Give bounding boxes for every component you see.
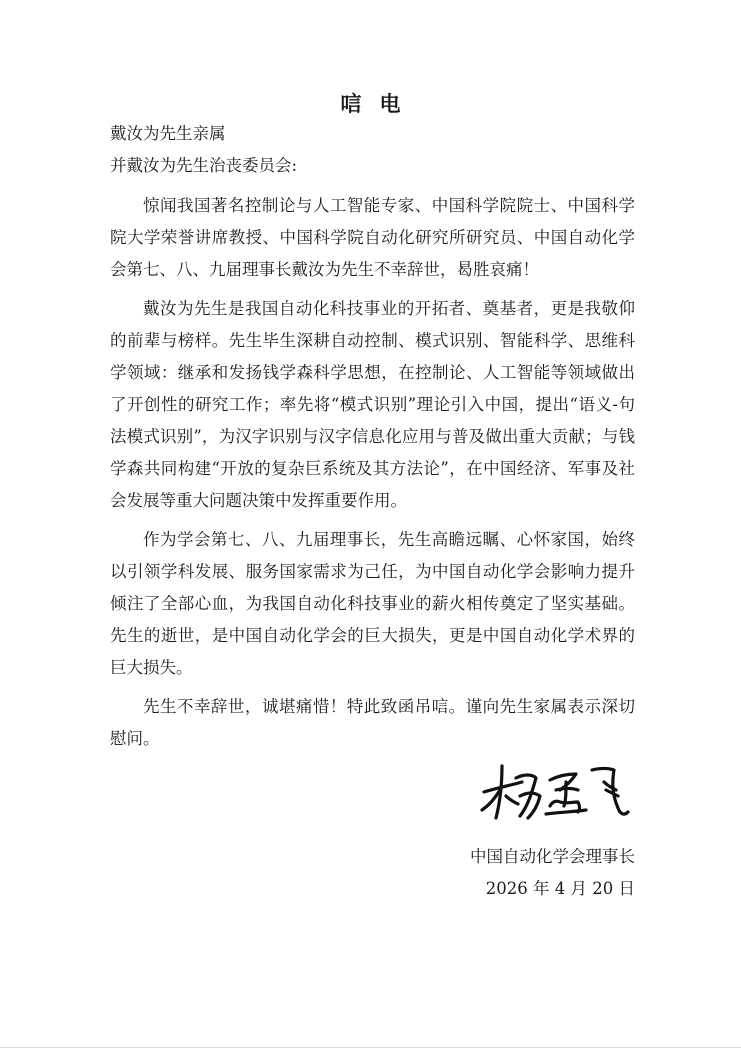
letter-body <box>110 190 635 755</box>
paragraph-closing: 先生不幸辞世，诚堪痛惜！特此致函吊唁。谨向先生家属表示深切慰问。 <box>110 697 635 748</box>
paragraph-leadership: 作为学会第七、八、九届理事长，先生高瞻远瞩、心怀家国，始终以引领学科发展、服务国家需求为己任，为中国自动化学会影响力提升倾注了全部心血，为我国自动化科技事业的薪火相传奠定了坚实基础。先生的逝世，是中国自动化学会的巨大损失，更是中国自动化学术界的巨大损失。 <box>110 530 635 677</box>
addressee-committee: 并戴汝为先生治丧委员会: <box>110 156 298 175</box>
handwritten-signature <box>476 752 636 832</box>
addressee-family: 戴汝为先生亲属 <box>110 124 226 143</box>
signatory-title: 中国自动化学会理事长 <box>470 847 635 866</box>
letter-date: 2026 年 4 月 20 日 <box>485 879 635 898</box>
letter-title: 唁电 <box>340 92 419 116</box>
paragraph-condolence: 惊闻我国著名控制论与人工智能专家、中国科学院院士、中国科学院大学荣誉讲席教授、中国科学院自动化研究所研究员、中国自动化学会第七、八、九届理事长戴汝为先生不幸辞世，曷胜哀痛！ <box>110 196 635 279</box>
page-bottom-divider <box>0 1047 741 1048</box>
paragraph-achievements: 戴汝为先生是我国自动化科技事业的开拓者、奠基者，更是我敬仰的前辈与榜样。先生毕生深耕自动控制、模式识别、智能科学、思维科学领域：继承和发扬钱学森科学思想，在控制论、人工智能等领域做出了开创性的研究工作；率先将“模式识别”理论引入中国，提出“语义-句法模式识别”，为汉字识别与汉字信息化应用与普及做出重大贡献；与钱学森共同构建“开放的复杂巨系统及其方法论”，在中国经济、军事及社会发展等重大问题决策中发挥重要作用。 <box>110 299 635 510</box>
